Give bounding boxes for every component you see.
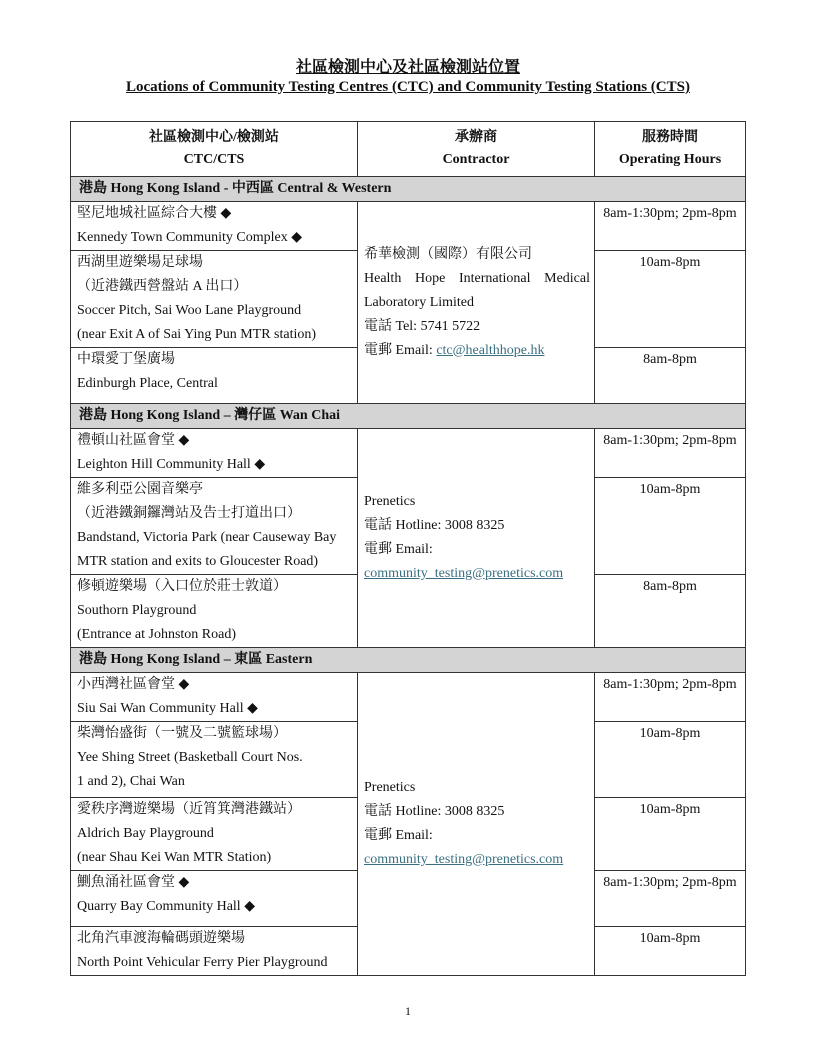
contractor-line: 希華檢測（國際）有限公司 [364,246,532,262]
site-line: 禮頓山社區會堂 ◆ [77,433,190,448]
site-line: North Point Vehicular Ferry Pier Playground [77,955,328,970]
table-row [71,673,746,722]
site-line: (Entrance at Johnston Road) [77,627,237,642]
operating-hours: 8am-8pm [595,575,746,648]
site-line: Edinburgh Place, Central [77,376,218,391]
site-location [71,673,358,722]
site-location [71,871,358,927]
header-col1-zh: 社區檢測中心/檢測站 [149,130,279,145]
contractor-line: 電話 Tel: 5741 5722 [364,318,481,334]
site-line: Bandstand, Victoria Park (near Causeway Bay [77,530,337,545]
contractor-email-link[interactable]: community_testing@prenetics.com [364,852,564,867]
site-line: 鰂魚涌社區會堂 ◆ [77,875,190,890]
operating-hours: 10am-8pm [595,798,746,871]
site-line: （近港鐵銅鑼灣站及告士打道出口） [77,506,301,521]
header-col3-zh: 服務時間 [642,130,698,145]
region-label: 港島 Hong Kong Island – 灣仔區 Wan Chai [71,404,746,429]
site-line: (near Exit A of Sai Ying Pun MTR station) [77,327,317,342]
site-location [71,429,358,478]
contractor-info [358,673,595,976]
contractor-info [358,429,595,648]
site-line: MTR station and exits to Gloucester Road) [77,554,319,569]
site-location [71,348,358,404]
site-line: 堅尼地城社區綜合大樓 ◆ [77,206,232,221]
header-contractor [358,122,595,177]
contractor-line: Prenetics [364,494,416,509]
contractor-email-link[interactable]: community_testing@prenetics.com [364,566,564,581]
site-line: 1 and 2), Chai Wan [77,774,185,789]
site-line: Yee Shing Street (Basketball Court Nos. [77,750,303,765]
site-line: Leighton Hill Community Hall ◆ [77,457,266,472]
operating-hours: 8am-8pm [595,348,746,404]
header-col3-en: Operating Hours [618,152,722,167]
site-location [71,798,358,871]
site-line: （近港鐵西營盤站 A 出口） [77,279,248,294]
contractor-line: Health Hope International Medical [364,270,590,286]
site-line: 修頓遊樂場（入口位於莊士敦道） [77,579,287,594]
header-col2-en: Contractor [442,152,510,167]
contractor-line: 電郵 Email: ctc@healthhope.hk [364,342,545,358]
table-row [71,429,746,478]
site-line: 柴灣怡盛街（一號及二號籃球場） [77,726,287,741]
region-row [71,404,746,429]
region-label: 港島 Hong Kong Island – 東區 Eastern [71,648,746,673]
operating-hours: 8am-1:30pm; 2pm-8pm [595,673,746,722]
site-line: 維多利亞公園音樂亭 [77,482,203,497]
site-line: Aldrich Bay Playground [77,826,214,841]
operating-hours: 10am-8pm [595,478,746,575]
site-location [71,575,358,648]
contractor-info [358,202,595,404]
site-line: 小西灣社區會堂 ◆ [77,677,190,692]
contractor-line: Laboratory Limited [364,294,475,310]
site-location [71,722,358,798]
operating-hours: 8am-1:30pm; 2pm-8pm [595,871,746,927]
site-line: 西湖里遊樂場足球場 [77,255,203,270]
header-col1-en: CTC/CTS [183,152,245,167]
site-line: 北角汽車渡海輪碼頭遊樂場 [77,931,245,946]
page-title-zh: 社區檢測中心及社區檢測站位置 [295,59,520,76]
operating-hours: 8am-1:30pm; 2pm-8pm [595,429,746,478]
operating-hours: 10am-8pm [595,251,746,348]
site-line: 中環愛丁堡廣場 [77,352,175,367]
locations-table [70,121,746,976]
page-title-en: Locations of Community Testing Centres (CTC) and Community Testing Stations (CTS) [126,79,690,95]
site-location [71,202,358,251]
operating-hours: 10am-8pm [595,927,746,976]
site-location [71,478,358,575]
site-line: Kennedy Town Community Complex ◆ [77,230,302,245]
contractor-line: 電話 Hotline: 3008 8325 [364,518,505,533]
site-line: Soccer Pitch, Sai Woo Lane Playground [77,303,302,318]
page-number: 1 [405,1004,411,1018]
contractor-line: 電話 Hotline: 3008 8325 [364,804,505,819]
header-ctc-cts [71,122,358,177]
operating-hours: 10am-8pm [595,722,746,798]
region-row [71,177,746,202]
contractor-line: Prenetics [364,780,416,795]
site-line: Southorn Playground [77,603,197,618]
contractor-line: 電郵 Email: [364,542,433,557]
operating-hours: 8am-1:30pm; 2pm-8pm [595,202,746,251]
table-row [71,202,746,251]
site-line: (near Shau Kei Wan MTR Station) [77,850,272,865]
table-header-row [71,122,746,177]
header-col2-zh: 承辦商 [455,130,497,145]
site-line: Quarry Bay Community Hall ◆ [77,899,255,914]
site-line: Siu Sai Wan Community Hall ◆ [77,701,258,716]
site-location [71,251,358,348]
site-location [71,927,358,976]
region-label: 港島 Hong Kong Island - 中西區 Central & Western [71,177,746,202]
site-line: 愛秩序灣遊樂場（近筲箕灣港鐵站） [77,802,301,817]
contractor-email-link[interactable]: ctc@healthhope.hk [436,342,545,358]
header-operating-hours [595,122,746,177]
region-row [71,648,746,673]
contractor-line: 電郵 Email: [364,828,433,843]
